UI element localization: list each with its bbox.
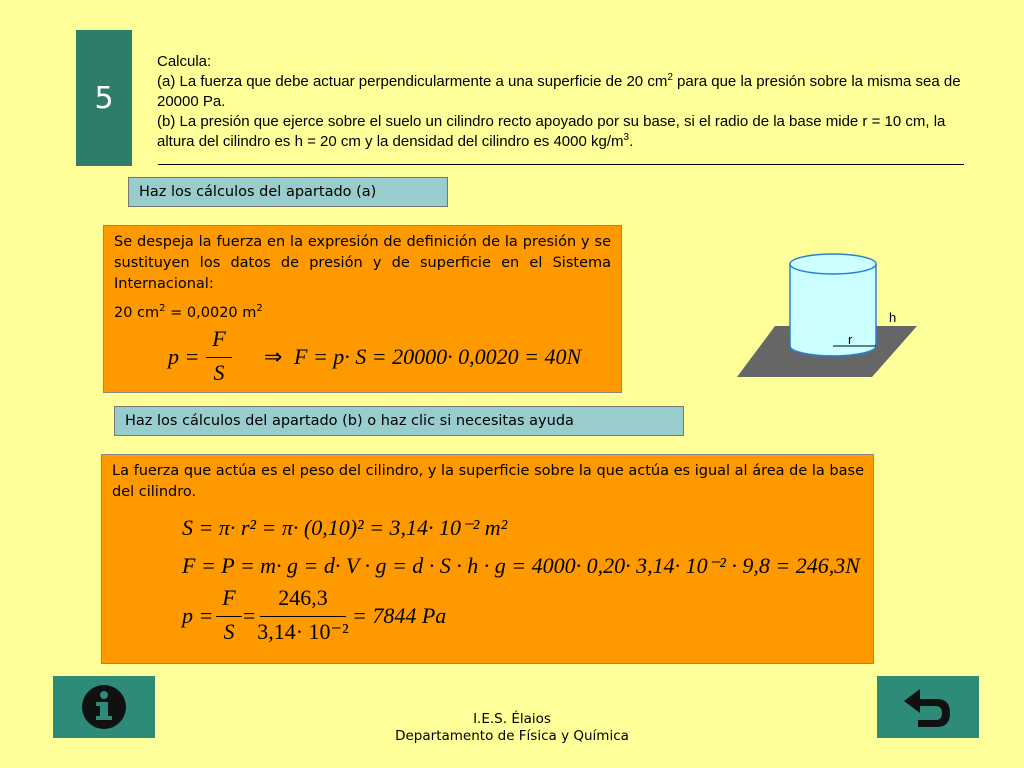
section-b-header-button[interactable] bbox=[114, 406, 684, 436]
eq-b-numerator-2: 246,3 bbox=[278, 585, 328, 610]
unit-conversion: 20 $cm^2 = 0,0020$ $m^2$ bbox=[114, 303, 263, 321]
footer-school: I.E.S. Élaios bbox=[473, 711, 551, 727]
section-a-text: Se despeja la fuerza en la expresión de definición de la presión y se sustituyen los datos de presión y de superficie en el Sistema Internacional: bbox=[114, 234, 611, 292]
footer bbox=[340, 711, 684, 745]
eq-a-result: F = p· S = 20000· 0,0020 = 40N bbox=[294, 344, 582, 369]
eq-a-numerator: F bbox=[212, 326, 226, 351]
return-button[interactable] bbox=[877, 676, 979, 738]
section-b-header-label: Haz los cálculos del apartado (b) o haz clic si necesitas ayuda bbox=[125, 413, 574, 429]
section-a-header-button[interactable] bbox=[128, 177, 448, 207]
divider-line bbox=[158, 164, 964, 165]
statement-part-b: (b) La presión que ejerce sobre el suelo un cilindro recto apoyado por su base, si el radio de la base mide r = 10 cm, la altura del cilindro es h = 20 cm y la densidad del cilindro es 4000 $kg/m^3$. bbox=[157, 113, 946, 150]
section-a-header-label: Haz los cálculos del apartado (a) bbox=[139, 184, 377, 200]
section-b-text: La fuerza que actúa es el peso del cilindro, y la superficie sobre la que actúa es igual al área de la base del cilindro. bbox=[112, 463, 864, 500]
label-h: h bbox=[889, 310, 897, 325]
statement-part-a: (a) La fuerza que debe actuar perpendicularmente a una superficie de 20 $cm^2$ para que la presión sobre la misma sea de 20000 Pa. bbox=[157, 72, 961, 110]
label-r: r bbox=[848, 332, 853, 347]
problem-number-box bbox=[76, 30, 132, 166]
footer-department: Departamento de Física y Química bbox=[395, 728, 629, 744]
info-button[interactable] bbox=[53, 676, 155, 738]
eq-a-fraction-bar bbox=[206, 357, 232, 358]
problem-number: 5 bbox=[94, 80, 114, 116]
eq-b-denominator-1: S bbox=[223, 619, 235, 644]
eq-b-fraction-bar-2 bbox=[260, 616, 346, 617]
eq-b-numerator-1: F bbox=[222, 585, 236, 610]
return-arrow-icon bbox=[900, 683, 956, 731]
eq-a-implies: ⇒ bbox=[264, 344, 283, 369]
eq-a-p: p = bbox=[168, 344, 200, 369]
eq-b-area: S = π· r² = π· (0,10)² = 3,14· 10⁻² m² bbox=[182, 515, 508, 540]
eq-b-equals: = bbox=[243, 603, 256, 628]
problem-statement bbox=[157, 52, 965, 152]
info-icon bbox=[80, 683, 128, 731]
statement-intro: Calcula: bbox=[157, 53, 212, 70]
cylinder-top bbox=[790, 254, 876, 274]
section-b-panel bbox=[101, 454, 874, 664]
eq-b-denominator-2: 3,14· 10⁻² bbox=[257, 619, 349, 644]
eq-b-force: F = P = m· g = d· V · g = d · S · h · g = 4000· 0,20· 3,14· 10⁻² · 9,8 = 246,3N bbox=[182, 553, 860, 578]
eq-b-p: p = bbox=[182, 603, 214, 628]
section-a-panel bbox=[103, 225, 622, 393]
eq-b-result: = 7844 Pa bbox=[352, 603, 447, 628]
eq-b-fraction-bar-1 bbox=[216, 616, 242, 617]
eq-a-denominator: S bbox=[213, 360, 225, 385]
cylinder-diagram bbox=[735, 245, 920, 380]
